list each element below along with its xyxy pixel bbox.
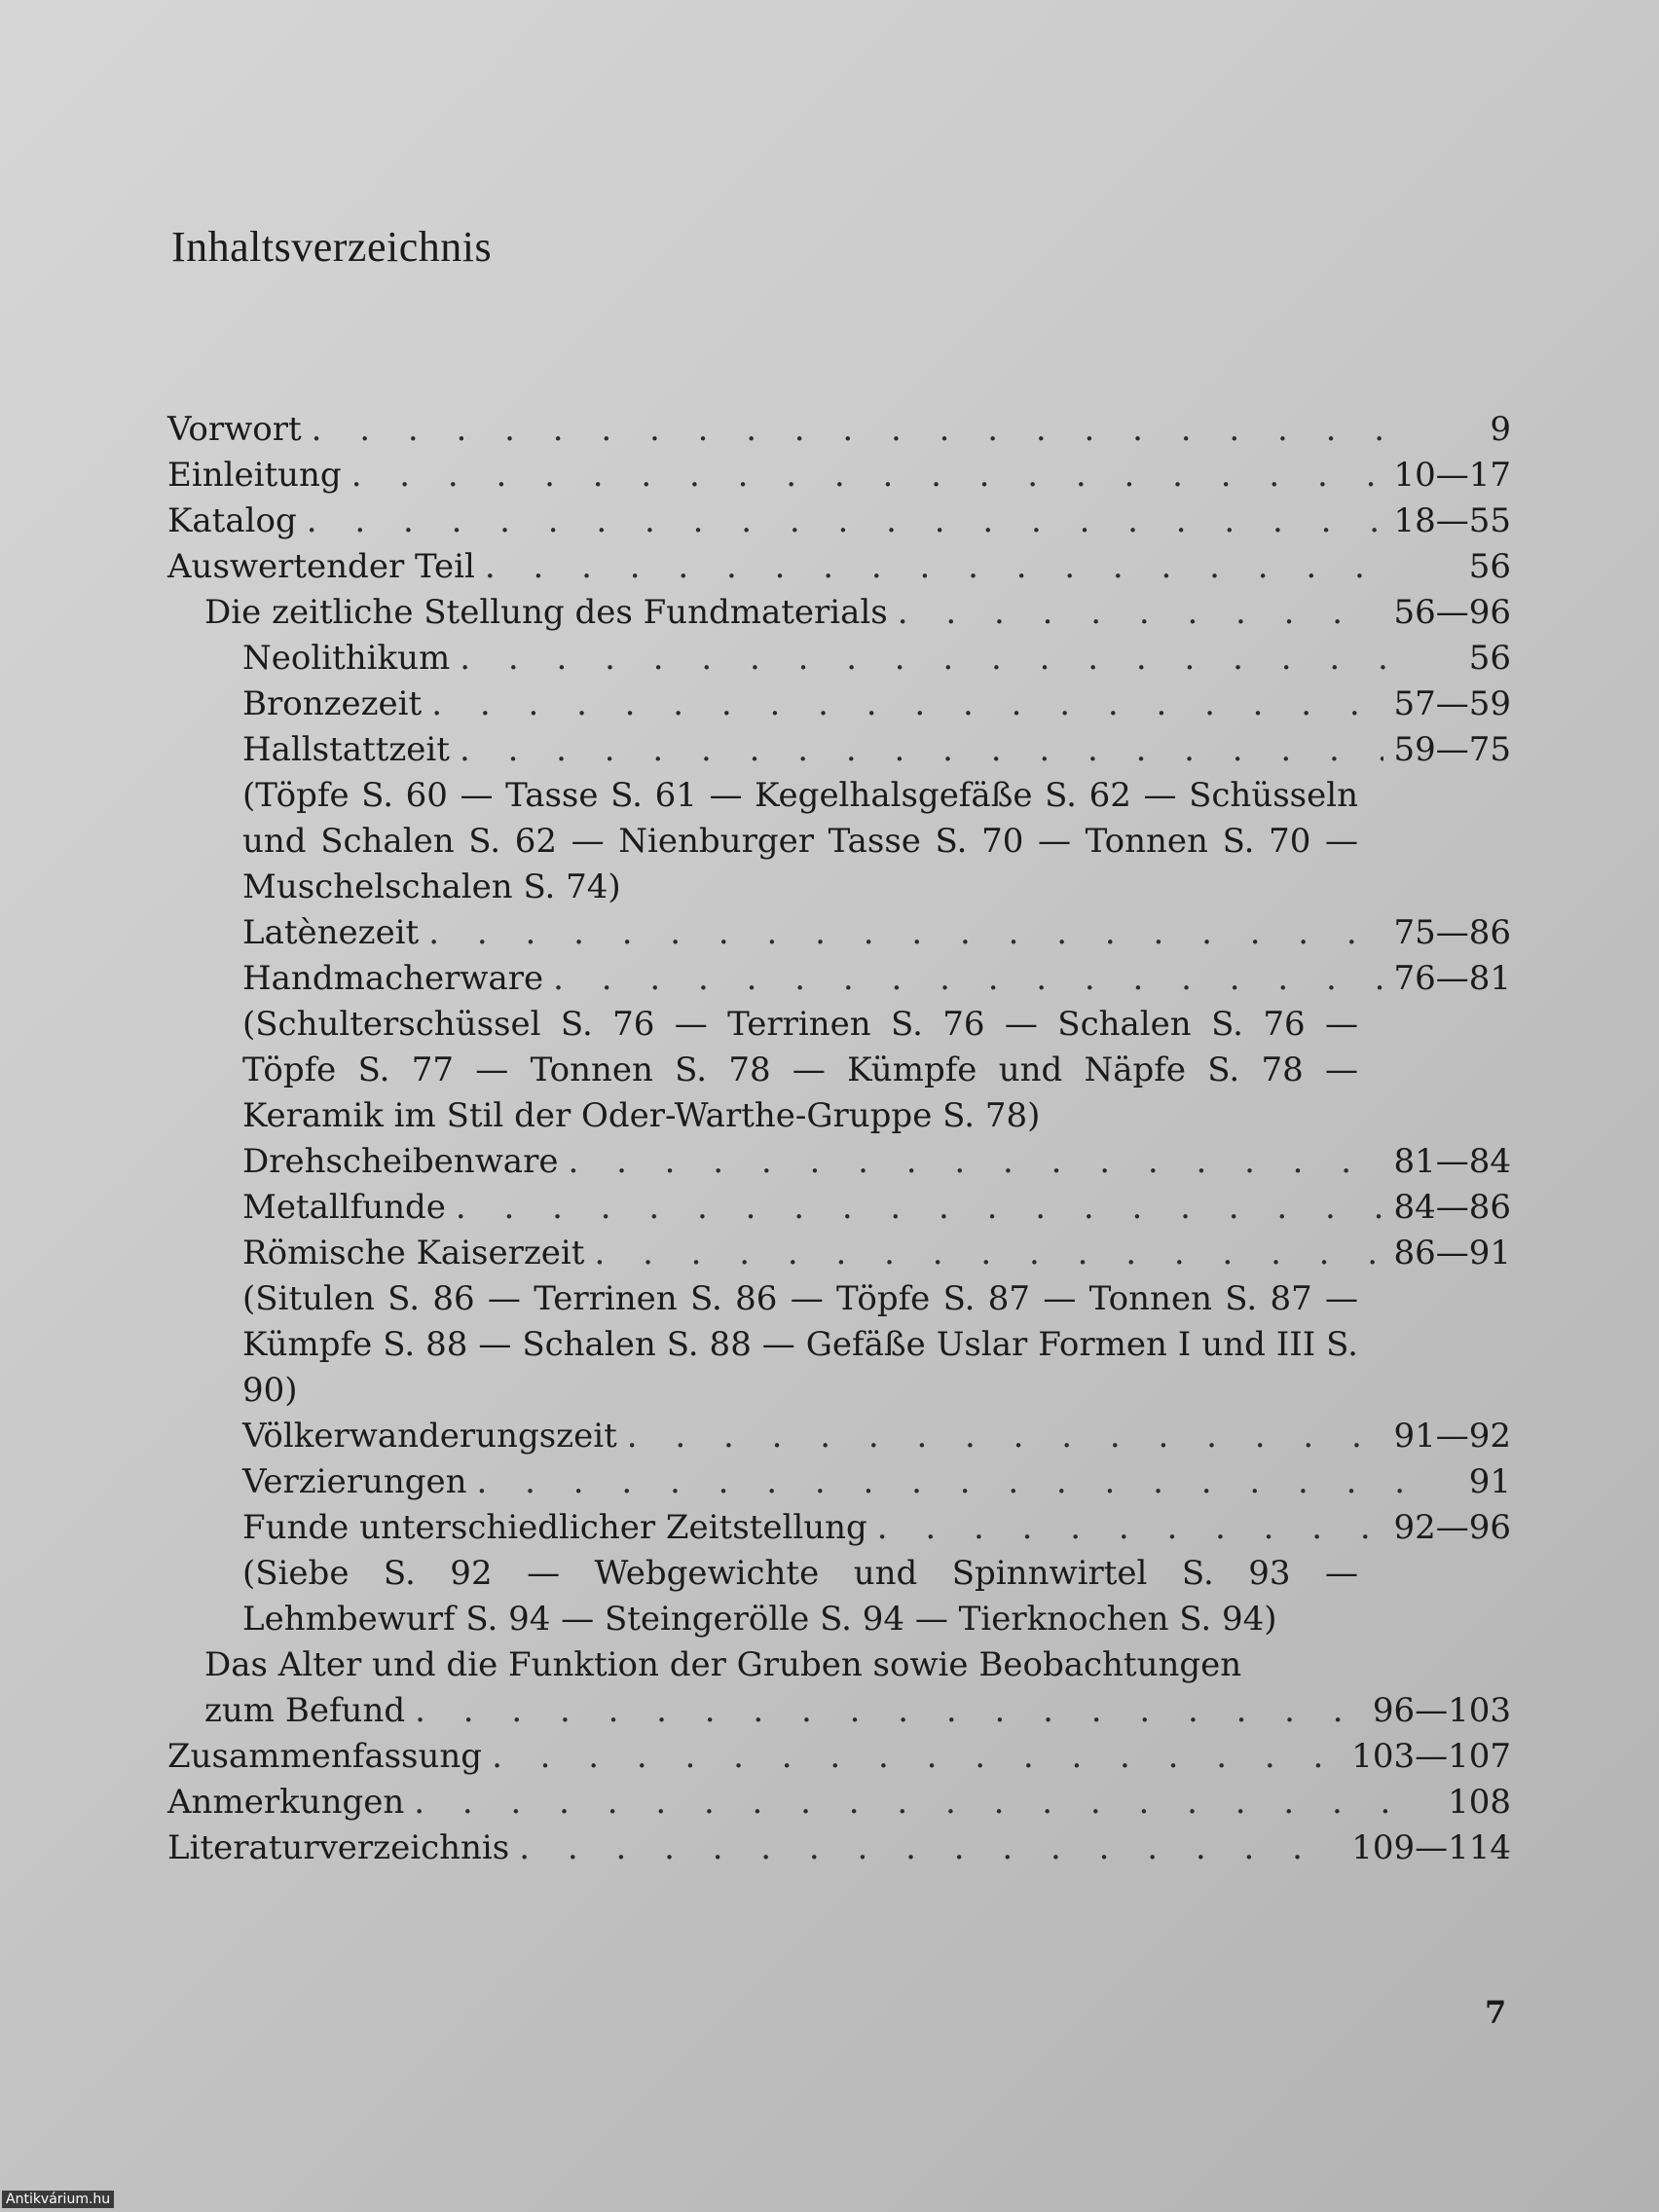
toc-entry-label: Vorwort [167, 410, 302, 449]
toc-entry-hallstattzeit [167, 727, 1511, 773]
toc-entry-voelkerwanderungszeit [167, 1414, 1511, 1459]
toc-entry-pages: 92—96 [1393, 1508, 1511, 1547]
toc-entry-drehscheibenware [167, 1139, 1511, 1185]
toc-entry-label: Römische Kaiserzeit [242, 1234, 585, 1272]
toc-leader-dots [477, 1459, 1404, 1505]
watermark: Antikvárium.hu [2, 2191, 114, 2208]
toc-entry-pages: 108 [1448, 1783, 1511, 1822]
toc-entry-label: zum Befund [204, 1691, 406, 1730]
toc-entry-pages: 91 [1468, 1462, 1511, 1501]
toc-entry-verzierungen [167, 1459, 1511, 1505]
toc-entry-einleitung [167, 453, 1511, 498]
toc-entry-pages: 84—86 [1393, 1188, 1511, 1227]
toc-entry-pages: 75—86 [1393, 913, 1511, 952]
toc-leader-dots [307, 498, 1384, 544]
toc-leader-dots [553, 956, 1383, 1002]
toc-leader-dots [428, 910, 1383, 956]
toc-subtopics-funde: (Siebe S. 92 — Webgewichte und Spinnwirtel S. 93 — Lehmbewurf S. 94 — Steingerölle S. 94 — Tierknochen S. 94) [242, 1554, 1358, 1639]
toc-entry-pages: 18—55 [1393, 501, 1511, 540]
toc-entry-zusammenfassung [167, 1734, 1511, 1780]
toc-entry-label: Drehscheibenware [242, 1142, 559, 1181]
toc-leader-dots [414, 1780, 1404, 1825]
toc-leader-dots [627, 1414, 1384, 1459]
toc-entry-metallfunde [167, 1185, 1511, 1231]
toc-entry-pages: 91—92 [1393, 1417, 1511, 1456]
toc-leader-dots [460, 727, 1384, 773]
toc-leader-dots [492, 1734, 1342, 1780]
toc-entry-latenezeit [167, 910, 1511, 956]
toc-entry-pages: 86—91 [1393, 1234, 1511, 1272]
toc-entry-literaturverzeichnis [167, 1825, 1511, 1871]
toc-entry-alter-funktion-gruben: Das Alter und die Funktion der Gruben sowie Beobachtungen [204, 1645, 1242, 1684]
toc-entry-pages: 56 [1468, 547, 1511, 586]
toc-entry-funde-unterschiedlicher-zeitstellung [167, 1505, 1511, 1551]
toc-leader-dots [415, 1688, 1363, 1734]
toc-entry-anmerkungen [167, 1780, 1511, 1825]
toc-leader-dots [312, 407, 1404, 453]
toc-entry-label: Verzierungen [242, 1462, 467, 1501]
toc-entry-pages: 109—114 [1351, 1828, 1511, 1867]
toc-leader-dots [594, 1231, 1383, 1276]
toc-entry-label: Literaturverzeichnis [167, 1828, 510, 1867]
toc-subtopics-roemische-kaiserzeit: (Situlen S. 86 — Terrinen S. 86 — Töpfe S. 87 — Tonnen S. 87 — Kümpfe S. 88 — Schalen S. 88 — Gefäße Uslar Formen I und III S. 90) [242, 1279, 1358, 1410]
toc-entry-label: Einleitung [167, 456, 342, 495]
toc-entry-roemische-kaiserzeit [167, 1231, 1511, 1276]
toc-entry-label: Völkerwanderungszeit [242, 1417, 617, 1456]
toc-entry-handmacherware [167, 956, 1511, 1002]
toc-entry-label: Zusammenfassung [167, 1737, 483, 1776]
toc-leader-dots [568, 1139, 1383, 1185]
toc-entry-label: Metallfunde [242, 1188, 446, 1227]
toc-entry-label: Anmerkungen [167, 1783, 405, 1822]
page-title: Inhaltsverzeichnis [171, 223, 493, 271]
toc-entry-pages: 96—103 [1372, 1691, 1511, 1730]
toc-entry-pages: 76—81 [1393, 959, 1511, 998]
toc-leader-dots [460, 636, 1404, 682]
toc-subtopics-hallstattzeit: (Töpfe S. 60 — Tasse S. 61 — Kegelhalsgefäße S. 62 — Schüsseln und Schalen S. 62 — Nienburger Tasse S. 70 — Tonnen S. 70 — Muschelschalen S. 74) [242, 776, 1358, 906]
toc-entry-label: Latènezeit [242, 913, 420, 952]
toc-leader-dots [485, 544, 1404, 590]
toc-entry-label: Funde unterschiedlicher Zeitstellung [242, 1508, 867, 1547]
toc-leader-dots [351, 453, 1384, 498]
toc-entry-auswertender-teil [167, 544, 1511, 590]
toc-entry-pages: 81—84 [1393, 1142, 1511, 1181]
toc-entry-label: Die zeitliche Stellung des Fundmaterials [204, 593, 888, 632]
toc-entry-pages: 103—107 [1351, 1737, 1511, 1776]
toc-entry-pages: 57—59 [1393, 684, 1511, 723]
toc-entry-label: Neolithikum [242, 639, 451, 678]
toc-leader-dots [456, 1185, 1384, 1231]
toc-entry-pages: 59—75 [1393, 730, 1511, 769]
toc-leader-dots [877, 1505, 1384, 1551]
toc-entry-zeitliche-stellung [167, 590, 1511, 636]
toc-entry-label: Handmacherware [242, 959, 544, 998]
toc-entry-pages: 9 [1490, 410, 1511, 449]
table-of-contents [167, 407, 1511, 1871]
toc-subtopics-handmacherware: (Schulterschüssel S. 76 — Terrinen S. 76 — Schalen S. 76 — Töpfe S. 77 — Tonnen S. 78 — Kümpfe und Näpfe S. 78 — Keramik im Stil der Oder-Warthe-Gruppe S. 78) [242, 1005, 1358, 1135]
toc-entry-bronzezeit [167, 682, 1511, 727]
toc-entry-pages: 10—17 [1393, 456, 1511, 495]
toc-entry-katalog [167, 498, 1511, 544]
toc-entry-pages: 56—96 [1393, 593, 1511, 632]
toc-entry-label: Bronzezeit [242, 684, 423, 723]
page-number: 7 [1485, 1994, 1507, 2031]
toc-entry-vorwort [167, 407, 1511, 453]
toc-leader-dots [519, 1825, 1342, 1871]
toc-entry-neolithikum [167, 636, 1511, 682]
toc-entry-pages: 56 [1468, 639, 1511, 678]
toc-entry-zum-befund [167, 1688, 1511, 1734]
toc-leader-dots [898, 590, 1384, 636]
toc-entry-label: Katalog [167, 501, 297, 540]
toc-entry-label: Auswertender Teil [167, 547, 475, 586]
toc-leader-dots [431, 682, 1383, 727]
toc-entry-label: Hallstattzeit [242, 730, 450, 769]
